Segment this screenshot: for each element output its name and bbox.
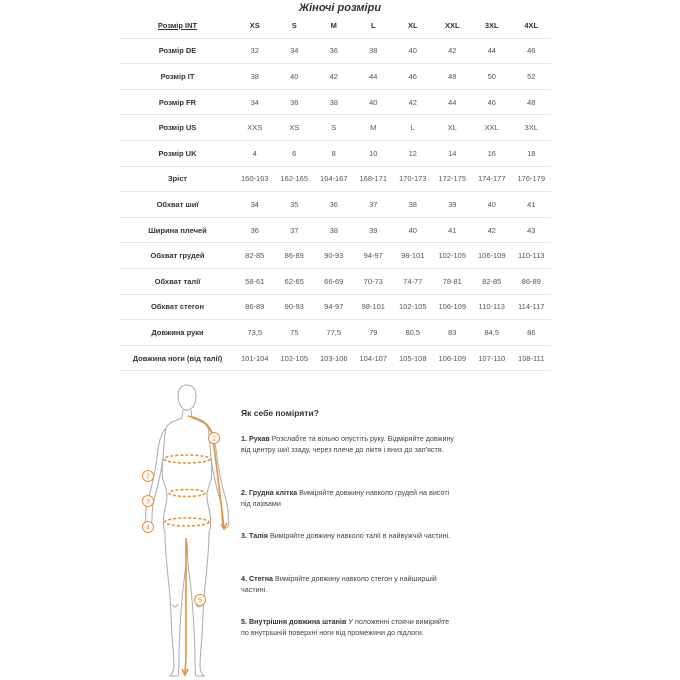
table-cell: 38 [393, 192, 433, 218]
table-row [120, 115, 551, 141]
row-label: Розмір FR [120, 89, 235, 115]
marker-2: 2 [146, 473, 150, 481]
table-cell: 42 [314, 64, 354, 90]
step-sleeve [241, 434, 456, 456]
table-row [120, 166, 551, 192]
table-cell: 105-108 [393, 345, 433, 371]
table-cell: 43 [512, 217, 552, 243]
table-cell: 74-77 [393, 268, 433, 294]
table-cell: 106-109 [433, 345, 473, 371]
table-cell: 46 [512, 38, 552, 64]
table-cell: 34 [275, 38, 315, 64]
page-title: Жіночі розміри [298, 2, 382, 14]
table-header-cell: XXL [433, 13, 473, 38]
table-cell: 168-171 [354, 166, 394, 192]
table-cell: 94-97 [314, 294, 354, 320]
step-label: 2. Грудна клітка [241, 488, 298, 497]
marker-5: 5 [198, 597, 202, 605]
table-cell: 16 [472, 140, 512, 166]
table-cell: 102-105 [275, 345, 315, 371]
table-cell: 41 [433, 217, 473, 243]
measurement-instructions [241, 408, 456, 637]
table-cell: 108-111 [512, 345, 552, 371]
table-cell: 37 [354, 192, 394, 218]
instructions-title: Як себе поміряти? [241, 408, 319, 418]
step-label: 5. Внутрішня довжина штанів [241, 617, 347, 626]
table-cell: 172-175 [433, 166, 473, 192]
table-row [120, 38, 551, 64]
step-waist [241, 531, 450, 542]
body-measurement-figure [130, 382, 240, 680]
step-text: У положенні стоячи виміряйте по внутрішній поверхні ноги від промежини до підлоги. [241, 617, 450, 637]
row-label: Розмір UK [120, 140, 235, 166]
table-cell: 162-165 [275, 166, 315, 192]
table-cell: 102-105 [433, 243, 473, 269]
step-text: Виміряйте довжину навколо стегон у найширшій частині. [241, 574, 437, 594]
table-header-cell: 3XL [472, 13, 512, 38]
table-cell: 86-89 [512, 268, 552, 294]
row-label: Довжина ноги (від талії) [120, 345, 235, 371]
table-cell: 38 [314, 217, 354, 243]
row-label: Розмір IT [120, 64, 235, 90]
table-cell: 18 [512, 140, 552, 166]
table-cell: L [393, 115, 433, 141]
table-row [120, 217, 551, 243]
table-cell: 78-81 [433, 268, 473, 294]
table-cell: 62-65 [275, 268, 315, 294]
row-label: Обхват грудей [120, 243, 235, 269]
table-cell: 174-177 [472, 166, 512, 192]
step-hips [241, 574, 456, 596]
table-cell: 6 [275, 140, 315, 166]
table-row [120, 320, 551, 346]
table-header-cell: XL [393, 13, 433, 38]
table-row [120, 140, 551, 166]
table-row [120, 192, 551, 218]
table-cell: 90-93 [314, 243, 354, 269]
table-header-row [120, 13, 551, 38]
table-cell: 34 [235, 192, 275, 218]
table-row [120, 345, 551, 371]
table-cell: 37 [275, 217, 315, 243]
table-cell: 94-97 [354, 243, 394, 269]
table-cell: 38 [314, 89, 354, 115]
table-row [120, 64, 551, 90]
table-cell: 110-113 [472, 294, 512, 320]
table-cell: 34 [235, 89, 275, 115]
table-cell: 44 [472, 38, 512, 64]
table-cell: 14 [433, 140, 473, 166]
table-header-cell: XS [235, 13, 275, 38]
table-cell: 32 [235, 38, 275, 64]
step-label: 3. Талія [241, 531, 268, 540]
table-header-cell: M [314, 13, 354, 38]
row-label: Обхват талії [120, 268, 235, 294]
step-text: Розслабте та вільно опустіть руку. Відміряйте довжину від центру шиї ззаду, через плече до ліктя і вниз до зап'ястя. [241, 434, 455, 454]
table-cell: 90-93 [275, 294, 315, 320]
table-cell: 38 [354, 38, 394, 64]
table-cell: 75 [275, 320, 315, 346]
table-header-cell: L [354, 13, 394, 38]
table-cell: 42 [472, 217, 512, 243]
table-cell: 12 [393, 140, 433, 166]
table-cell: 66-69 [314, 268, 354, 294]
table-cell: 10 [354, 140, 394, 166]
table-cell: 44 [354, 64, 394, 90]
table-cell: 98-101 [393, 243, 433, 269]
table-cell: 36 [235, 217, 275, 243]
table-header-cell: Розмір INT [120, 13, 235, 38]
table-cell: 114-117 [512, 294, 552, 320]
table-cell: 103-106 [314, 345, 354, 371]
table-header-cell: 4XL [512, 13, 552, 38]
table-cell: 36 [314, 192, 354, 218]
table-row [120, 243, 551, 269]
table-cell: S [314, 115, 354, 141]
table-cell: 80,5 [393, 320, 433, 346]
table-cell: 46 [472, 89, 512, 115]
table-cell: 39 [354, 217, 394, 243]
marker-3: 3 [146, 498, 150, 506]
row-label: Ширина плечей [120, 217, 235, 243]
table-cell: 42 [433, 38, 473, 64]
row-label: Розмір US [120, 115, 235, 141]
table-cell: 36 [275, 89, 315, 115]
size-table [120, 13, 551, 371]
table-cell: 48 [433, 64, 473, 90]
table-cell: 40 [275, 64, 315, 90]
table-cell: 44 [433, 89, 473, 115]
table-cell: XXS [235, 115, 275, 141]
table-cell: 160-163 [235, 166, 275, 192]
table-cell: 40 [393, 217, 433, 243]
table-cell: 106-109 [472, 243, 512, 269]
table-cell: 39 [433, 192, 473, 218]
marker-1: 1 [212, 435, 216, 443]
table-cell: 70-73 [354, 268, 394, 294]
step-chest [241, 488, 456, 510]
table-cell: M [354, 115, 394, 141]
step-text: Виміряйте довжину навколо грудей на висоті під пахвами [241, 488, 450, 508]
table-cell: 101-104 [235, 345, 275, 371]
table-header-cell: S [275, 13, 315, 38]
table-row [120, 89, 551, 115]
table-cell: 42 [393, 89, 433, 115]
table-cell: 170-173 [393, 166, 433, 192]
table-cell: 110-113 [512, 243, 552, 269]
row-label: Обхват стегон [120, 294, 235, 320]
table-cell: 164-167 [314, 166, 354, 192]
table-cell: 82-85 [235, 243, 275, 269]
table-cell: XL [433, 115, 473, 141]
table-cell: 84,5 [472, 320, 512, 346]
row-label: Довжина руки [120, 320, 235, 346]
table-cell: 40 [472, 192, 512, 218]
table-cell: 176-179 [512, 166, 552, 192]
table-cell: 79 [354, 320, 394, 346]
row-label: Обхват шиї [120, 192, 235, 218]
table-cell: 83 [433, 320, 473, 346]
step-label: 1. Рукав [241, 434, 270, 443]
table-cell: 4 [235, 140, 275, 166]
table-cell: 102-105 [393, 294, 433, 320]
table-cell: 77,5 [314, 320, 354, 346]
table-cell: 8 [314, 140, 354, 166]
table-cell: 86-89 [235, 294, 275, 320]
table-cell: 58-61 [235, 268, 275, 294]
marker-4: 4 [146, 524, 150, 532]
table-cell: 46 [393, 64, 433, 90]
table-cell: 82-85 [472, 268, 512, 294]
table-cell: 38 [235, 64, 275, 90]
table-cell: 41 [512, 192, 552, 218]
table-cell: 73,5 [235, 320, 275, 346]
table-cell: 106-109 [433, 294, 473, 320]
table-cell: 86-89 [275, 243, 315, 269]
table-cell: 35 [275, 192, 315, 218]
table-cell: XS [275, 115, 315, 141]
table-cell: 36 [314, 38, 354, 64]
table-cell: 40 [393, 38, 433, 64]
table-cell: 40 [354, 89, 394, 115]
table-cell: 3XL [512, 115, 552, 141]
table-cell: 52 [512, 64, 552, 90]
step-inseam [241, 617, 456, 639]
table-cell: 48 [512, 89, 552, 115]
row-label: Зріст [120, 166, 235, 192]
row-label: Розмір DE [120, 38, 235, 64]
table-row [120, 294, 551, 320]
table-cell: 86 [512, 320, 552, 346]
table-cell: 107-110 [472, 345, 512, 371]
step-text: Виміряйте довжину навколо талії в найвужчій частині. [267, 531, 451, 540]
table-cell: XXL [472, 115, 512, 141]
table-cell: 98-101 [354, 294, 394, 320]
table-cell: 104-107 [354, 345, 394, 371]
step-label: 4. Стегна [241, 574, 274, 583]
table-row [120, 268, 551, 294]
table-cell: 50 [472, 64, 512, 90]
